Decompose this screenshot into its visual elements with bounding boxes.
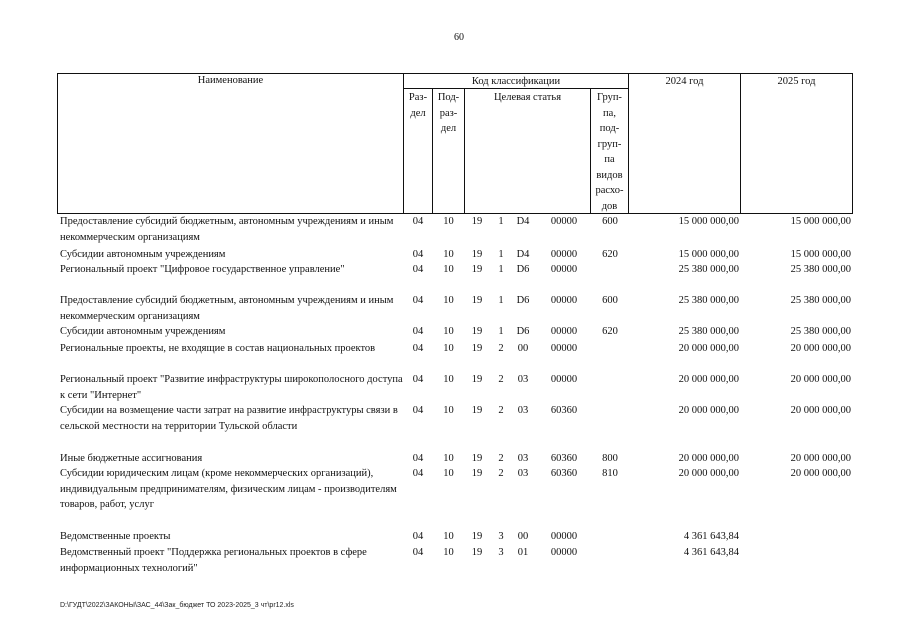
row-name: Субсидии на возмещение части затрат на развитие инфраструктуры связи в сельской местности на территории Тульской области xyxy=(60,405,398,432)
row-code-c4: 00000 xyxy=(550,374,578,385)
header-classification: Код классификации xyxy=(471,76,561,87)
row-code-c2: 1 xyxy=(498,295,504,306)
row-code-c1: 19 xyxy=(471,295,483,306)
row-amount-y2024: 20 000 000,00 xyxy=(678,343,739,354)
header-name: Наименование xyxy=(197,75,264,86)
row-code-c1: 19 xyxy=(471,547,483,558)
page-number: 60 xyxy=(454,32,464,43)
row-amount-y2024: 4 361 643,84 xyxy=(683,531,739,542)
row-code-c4: 60360 xyxy=(550,405,578,416)
row-code-c4: 00000 xyxy=(550,216,578,227)
row-code-c4: 00000 xyxy=(550,249,578,260)
row-name: Предоставление субсидий бюджетным, автономным учреждениям и иным некоммерческим организациям xyxy=(60,216,394,243)
header-target-article: Целевая статья xyxy=(493,92,562,103)
row-code-c4: 60360 xyxy=(550,453,578,464)
row-amount-y2024: 15 000 000,00 xyxy=(678,216,739,227)
row-code-c2: 2 xyxy=(498,453,504,464)
row-code-rz: 04 xyxy=(412,249,424,260)
row-amount-y2025: 15 000 000,00 xyxy=(790,249,851,260)
row-amount-y2024: 20 000 000,00 xyxy=(678,453,739,464)
row-code-c1: 19 xyxy=(471,374,483,385)
row-code-rz: 04 xyxy=(412,531,424,542)
row-amount-y2024: 25 380 000,00 xyxy=(678,295,739,306)
header-section: Раз- дел xyxy=(408,92,428,119)
row-code-vr: 600 xyxy=(602,216,618,227)
row-code-pr: 10 xyxy=(443,326,454,337)
row-amount-y2025: 25 380 000,00 xyxy=(790,295,851,306)
row-code-pr: 10 xyxy=(443,468,454,479)
row-code-c3: 01 xyxy=(517,547,529,558)
row-amount-y2024: 20 000 000,00 xyxy=(678,468,739,479)
row-code-rz: 04 xyxy=(412,343,424,354)
row-code-c3: 03 xyxy=(517,468,529,479)
row-code-c3: D4 xyxy=(516,249,530,260)
row-code-c3: 03 xyxy=(517,453,529,464)
row-code-c2: 2 xyxy=(498,343,504,354)
row-code-c2: 2 xyxy=(498,374,504,385)
row-code-c1: 19 xyxy=(471,216,483,227)
row-code-rz: 04 xyxy=(412,453,424,464)
row-amount-y2024: 20 000 000,00 xyxy=(678,374,739,385)
row-code-c1: 19 xyxy=(471,249,483,260)
row-code-vr: 600 xyxy=(602,295,618,306)
row-amount-y2025: 25 380 000,00 xyxy=(790,264,851,275)
row-code-c2: 1 xyxy=(498,216,504,227)
row-code-rz: 04 xyxy=(412,374,424,385)
row-code-pr: 10 xyxy=(443,531,454,542)
row-amount-y2024: 25 380 000,00 xyxy=(678,326,739,337)
row-code-c3: D6 xyxy=(516,264,530,275)
row-code-pr: 10 xyxy=(443,374,454,385)
row-code-c4: 00000 xyxy=(550,326,578,337)
row-name: Субсидии автономным учреждениям xyxy=(60,249,226,260)
row-name: Региональный проект "Цифровое государственное управление" xyxy=(60,264,345,275)
row-code-rz: 04 xyxy=(412,547,424,558)
row-code-vr: 810 xyxy=(602,468,618,479)
row-code-pr: 10 xyxy=(443,216,454,227)
row-code-c1: 19 xyxy=(471,405,483,416)
row-name: Иные бюджетные ассигнования xyxy=(60,453,203,464)
row-code-c3: 03 xyxy=(517,405,529,416)
row-name: Ведомственные проекты xyxy=(60,531,171,542)
row-code-c1: 19 xyxy=(471,343,483,354)
header-year-2024: 2024 год xyxy=(665,76,704,87)
row-name: Региональные проекты, не входящие в состав национальных проектов xyxy=(60,343,376,354)
row-code-pr: 10 xyxy=(443,343,454,354)
row-code-pr: 10 xyxy=(443,295,454,306)
row-code-c4: 00000 xyxy=(550,295,578,306)
row-name: Ведомственный проект "Поддержка региональных проектов в сфере информационных технологий" xyxy=(60,547,367,574)
row-code-c3: 00 xyxy=(517,531,529,542)
row-name: Региональный проект "Развитие инфраструктуры широкополосного доступа к сети "Интернет" xyxy=(60,374,403,401)
row-code-vr: 620 xyxy=(602,326,618,337)
row-amount-y2025: 25 380 000,00 xyxy=(790,326,851,337)
row-code-c2: 2 xyxy=(498,405,504,416)
row-code-rz: 04 xyxy=(412,264,424,275)
row-code-pr: 10 xyxy=(443,264,454,275)
row-code-c2: 3 xyxy=(498,547,504,558)
row-code-c2: 1 xyxy=(498,249,504,260)
row-amount-y2024: 15 000 000,00 xyxy=(678,249,739,260)
row-code-pr: 10 xyxy=(443,453,454,464)
row-code-c3: 03 xyxy=(517,374,529,385)
row-code-c1: 19 xyxy=(471,531,483,542)
row-code-c2: 2 xyxy=(498,468,504,479)
row-code-vr: 620 xyxy=(602,249,618,260)
row-amount-y2024: 25 380 000,00 xyxy=(678,264,739,275)
row-code-pr: 10 xyxy=(443,249,454,260)
row-name: Субсидии автономным учреждениям xyxy=(60,326,226,337)
row-code-c2: 3 xyxy=(498,531,504,542)
row-amount-y2025: 20 000 000,00 xyxy=(790,453,851,464)
row-code-rz: 04 xyxy=(412,468,424,479)
row-code-c4: 00000 xyxy=(550,264,578,275)
row-code-c3: 00 xyxy=(517,343,529,354)
row-code-c1: 19 xyxy=(471,264,483,275)
row-code-pr: 10 xyxy=(443,405,454,416)
row-code-c3: D6 xyxy=(516,295,530,306)
row-code-c1: 19 xyxy=(471,326,483,337)
row-amount-y2025: 20 000 000,00 xyxy=(790,374,851,385)
header-year-2025: 2025 год xyxy=(777,76,816,87)
row-amount-y2025: 20 000 000,00 xyxy=(790,343,851,354)
header-subsection: Под- раз- дел xyxy=(437,92,460,134)
file-path-footer: D:\ГУДТ\2022\ЗАКОНЫ\ЗАС_44\Зак_бюджет ТО 2023-2025_3 чт\pr12.xls xyxy=(60,602,294,609)
header-expense-group: Груп- па, под- груп- па видов расхо- дов xyxy=(595,92,624,212)
row-code-rz: 04 xyxy=(412,295,424,306)
row-amount-y2024: 4 361 643,84 xyxy=(683,547,739,558)
row-code-c2: 1 xyxy=(498,326,504,337)
row-code-pr: 10 xyxy=(443,547,454,558)
row-amount-y2024: 20 000 000,00 xyxy=(678,405,739,416)
row-amount-y2025: 20 000 000,00 xyxy=(790,468,851,479)
row-code-c4: 00000 xyxy=(550,343,578,354)
row-code-rz: 04 xyxy=(412,326,424,337)
row-name: Предоставление субсидий бюджетным, автономным учреждениям и иным некоммерческим организациям xyxy=(60,295,394,322)
row-amount-y2025: 20 000 000,00 xyxy=(790,405,851,416)
row-name: Субсидии юридическим лицам (кроме некоммерческих организаций), индивидуальным предпринимателям, физическим лицам - производителям товаров, работ, услуг xyxy=(60,468,397,510)
row-code-rz: 04 xyxy=(412,405,424,416)
row-code-c1: 19 xyxy=(471,468,483,479)
row-code-c4: 00000 xyxy=(550,547,578,558)
row-code-c1: 19 xyxy=(471,453,483,464)
row-code-rz: 04 xyxy=(412,216,424,227)
row-code-c4: 00000 xyxy=(550,531,578,542)
row-code-vr: 800 xyxy=(602,453,618,464)
row-amount-y2025: 15 000 000,00 xyxy=(790,216,851,227)
row-code-c2: 1 xyxy=(498,264,504,275)
row-code-c4: 60360 xyxy=(550,468,578,479)
row-code-c3: D6 xyxy=(516,326,530,337)
row-code-c3: D4 xyxy=(516,216,530,227)
